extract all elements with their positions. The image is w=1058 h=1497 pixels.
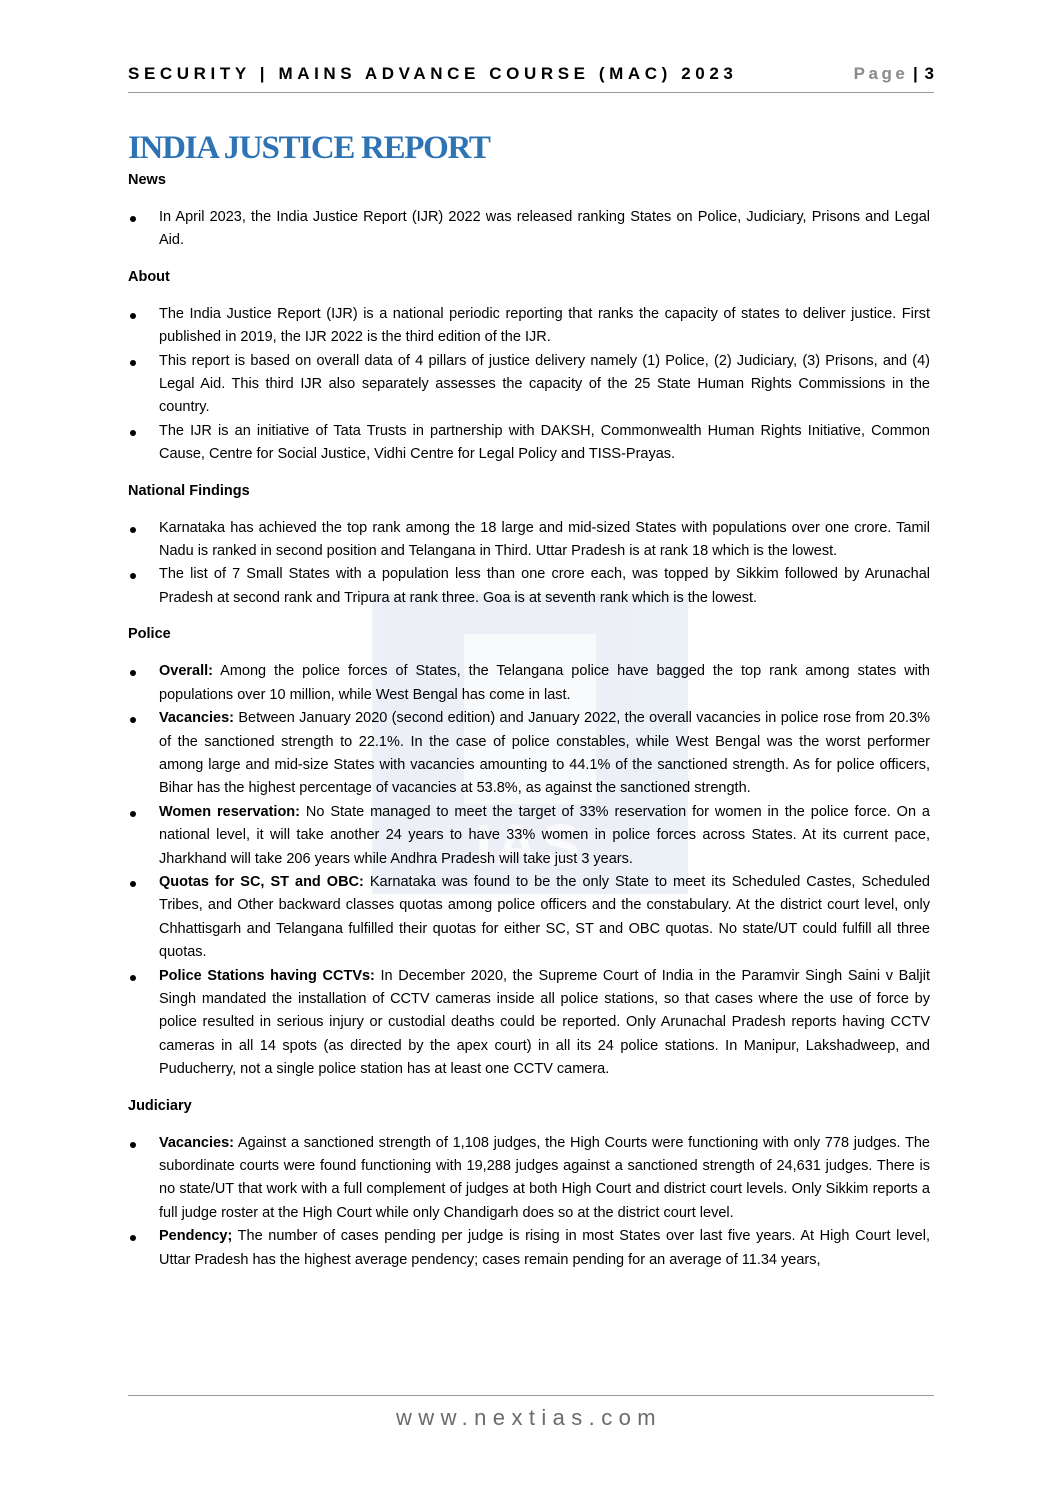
bullet-text: No State managed to meet the target of 33% reservation for women in the police force. On a national level, it will take another 24 years to have 33% women in police forces across States. At its current pace, Jharkhand will take 206 years while Andhra Pradesh will take just 3 years. xyxy=(159,803,930,867)
list-item xyxy=(128,206,930,253)
section-heading-judiciary: Judiciary xyxy=(128,1097,192,1114)
bullet-lead: Overall: xyxy=(159,663,213,680)
list-item xyxy=(128,517,930,564)
bullet-text: Karnataka was found to be the only State to meet its Scheduled Castes, Scheduled Tribes, and Other backward classes quotas among police officers and the constabulary. At the district court level, only Chhattisgarh and Telangana fulfilled their quotas for either SC, ST and OBC quotas. No state/UT could fulfill all three quotas. xyxy=(159,873,930,961)
list-item xyxy=(128,303,930,350)
bullet-text: In December 2020, the Supreme Court of India in the Paramvir Singh Saini v Baljit Singh mandated the installation of CCTV cameras inside all police stations, so that cases where the use of force by police resulted in serious injury or custodial deaths could be reported. Only Arunachal Pradesh reports having CCTV cameras in all 14 spots (as directed by the apex court) in all its 24 police stations. In Manipur, Lakshadweep, and Puducherry, not a single police station has at least one CCTV camera. xyxy=(159,967,930,1078)
bullet-dot-icon xyxy=(130,1142,136,1148)
bullet-lead: Police Stations having CCTVs: xyxy=(159,967,375,984)
section-heading-news: News xyxy=(128,172,166,188)
header-page-number xyxy=(854,64,934,84)
bullet-dot-icon xyxy=(130,670,136,676)
bullet-text: Between January 2020 (second edition) and January 2022, the overall vacancies in police rose from 20.3% of the sanctioned strength to 22.1%. In the case of police constables, while West Bengal was the worst performer among large and mid-size States with vacancies amounting to 44.1% of the sanctioned strength. As for police officers, Bihar has the highest percentage of vacancies at 53.8%, as against the sanctioned strength. xyxy=(159,710,930,797)
list-item xyxy=(128,871,930,965)
section-heading-police: Police xyxy=(128,626,171,643)
bullet-text: Among the police forces of States, the Telangana police have bagged the top rank among states with populations over 10 million, while West Bengal has come in last. xyxy=(159,663,930,703)
document-body xyxy=(128,128,930,1286)
bullet-lead: Vacancies: xyxy=(159,710,234,727)
bullet-text: The list of 7 Small States with a population less than one crore each, was topped by Sikkim followed by Arunachal Pradesh at second rank and Tripura at rank three. Goa is at seventh rank which is the lowest. xyxy=(159,566,930,606)
bullet-text: The number of cases pending per judge is rising in most States over last five years. At High Court level, Uttar Pradesh has the highest average pendency; cases remain pending for an average of 11.34 years, xyxy=(159,1228,930,1268)
bullet-text: Karnataka has achieved the top rank among the 18 large and mid-sized States with populations over one crore. Tamil Nadu is ranked in second position and Telangana in Third. Uttar Pradesh is at rank 18 which is the lowest. xyxy=(159,519,930,560)
judiciary-list xyxy=(128,1132,930,1272)
list-item xyxy=(128,350,930,420)
bullet-dot-icon xyxy=(130,811,136,817)
bullet-dot-icon xyxy=(130,1235,136,1241)
bullet-dot-icon xyxy=(130,881,136,887)
bullet-lead: Vacancies: xyxy=(159,1134,234,1151)
bullet-dot-icon xyxy=(130,717,136,723)
list-item xyxy=(128,801,930,871)
bullet-text: The India Justice Report (IJR) is a national periodic reporting that ranks the capacity of states to deliver justice. First published in 2019, the IJR 2022 is the third edition of the IJR. xyxy=(159,305,930,346)
footer-divider xyxy=(128,1395,934,1396)
list-item xyxy=(128,420,930,467)
page-label: Page xyxy=(853,64,909,83)
bullet-dot-icon xyxy=(130,313,136,319)
bullet-text: In April 2023, the India Justice Report (IJR) 2022 was released ranking States on Police, Judiciary, Prisons and Legal Aid. xyxy=(159,209,930,249)
section-heading-about: About xyxy=(128,268,170,285)
national-findings-list xyxy=(128,517,930,611)
bullet-text: The IJR is an initiative of Tata Trusts in partnership with DAKSH, Commonwealth Human Rights Initiative, Common Cause, Centre for Social Justice, Vidhi Centre for Legal Policy and TISS-Prayas. xyxy=(159,422,930,463)
list-item xyxy=(128,660,930,707)
header-title: SECURITY | MAINS ADVANCE COURSE (MAC) 2023 xyxy=(128,64,738,83)
watermark-ias-text: IAS xyxy=(475,813,585,878)
bullet-dot-icon xyxy=(130,360,136,366)
bullet-text: Against a sanctioned strength of 1,108 judges, the High Courts were functioning with only 778 judges. The subordinate courts were found functioning with 19,288 judges against a sanctioned strength of 24,631 judges. There is no state/UT that work with a full complement of judges at both High Court and district court levels. Only Sikkim reports a full judge roster at the High Court while only Chandigarh does so at the district court level. xyxy=(159,1134,930,1221)
list-item xyxy=(128,563,930,610)
bullet-dot-icon xyxy=(130,573,136,579)
bullet-dot-icon xyxy=(130,527,136,533)
page-header xyxy=(128,64,934,93)
bullet-lead: Women reservation: xyxy=(159,803,300,820)
about-list xyxy=(128,303,930,467)
report-title: INDIA JUSTICE REPORT xyxy=(128,130,490,166)
list-item xyxy=(128,707,930,801)
section-heading-national-findings: National Findings xyxy=(128,482,250,499)
bullet-lead: Pendency; xyxy=(159,1228,233,1245)
news-list xyxy=(128,206,930,253)
bullet-dot-icon xyxy=(130,430,136,436)
bullet-dot-icon xyxy=(130,975,136,981)
page-separator: | xyxy=(913,64,920,83)
bullet-text: This report is based on overall data of 4 pillars of justice delivery namely (1) Police, (2) Judiciary, (3) Prisons, and (4) Legal Aid. This third IJR also separately assesses the capacity of the 25 State Human Rights Commissions in the country. xyxy=(159,352,930,416)
page-number: 3 xyxy=(924,64,934,83)
list-item xyxy=(128,965,930,1082)
police-list xyxy=(128,660,930,1081)
list-item xyxy=(128,1225,930,1272)
list-item xyxy=(128,1132,930,1226)
bullet-lead: Quotas for SC, ST and OBC: xyxy=(159,873,364,890)
bullet-dot-icon xyxy=(130,216,136,222)
footer-website: www.nextias.com xyxy=(396,1405,662,1430)
